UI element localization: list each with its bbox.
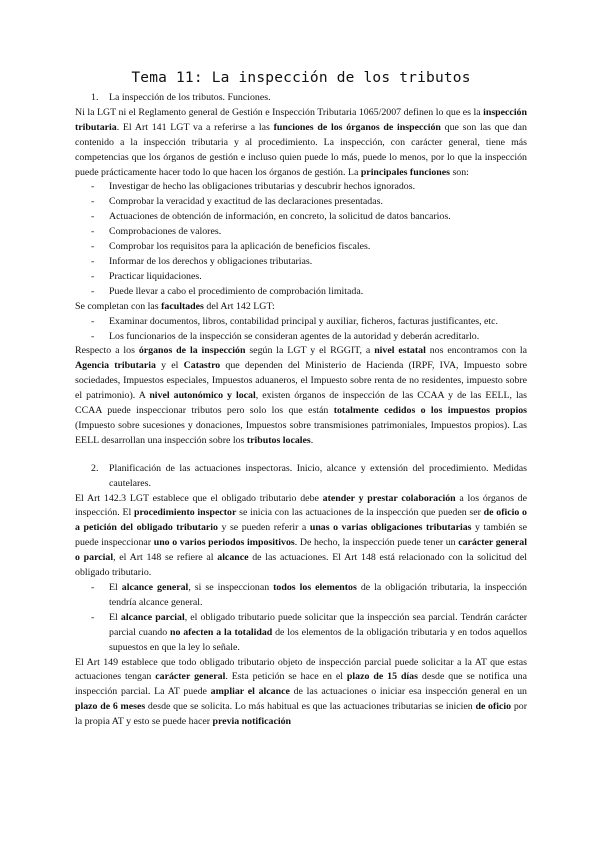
list-item-text: Comprobar los requisitos para la aplicación de beneficios fiscales. <box>109 241 371 253</box>
paragraph: Ni la LGT ni el Reglamento general de Gestión e Inspección Tributaria 1065/2007 definen lo que es la inspección tributaria. El Art 141 LGT va a referirse a las funciones de los órganos de inspección que son las que dan contenido a la inspección tributaria y al procedimiento. La inspección, con carácter general, tiene más competencias que los órganos de gestión e incluso quien puede lo más, puede lo menos, por lo que la inspección puede prácticamente hacer todo lo que hacen los órganos de gestión. La principales funciones son: <box>75 106 527 178</box>
bullet-dash: - <box>91 226 95 238</box>
bullet-dash: - <box>91 181 95 193</box>
list-item <box>75 255 527 270</box>
list-item <box>75 240 527 255</box>
list-item <box>75 270 527 285</box>
list-item-text: Puede llevar a cabo el procedimiento de comprobación limitada. <box>109 285 364 297</box>
bullet-dash: - <box>91 211 95 223</box>
list-item <box>75 330 527 345</box>
list-item <box>75 285 527 300</box>
section-title: Planificación de las actuaciones inspectoras. Inicio, alcance y extensión del procedimiento. Medidas cautelares. <box>109 462 527 489</box>
paragraph: Se completan con las facultades del Art 142 LGT: <box>75 300 275 312</box>
list-item-text: Informar de los derechos y obligaciones tributarias. <box>109 255 313 267</box>
section-1-heading <box>75 91 527 106</box>
bullet-dash: - <box>91 270 95 282</box>
bullet-dash: - <box>91 255 95 267</box>
list-item-text: El alcance general, si se inspeccionan todos los elementos de la obligación tributaria, la inspección tendría alcance general. <box>109 582 527 608</box>
list-item <box>75 225 527 240</box>
document-body <box>75 91 527 730</box>
section-2-heading <box>75 462 527 492</box>
faculties-list <box>75 315 527 345</box>
list-item-text: Actuaciones de obtención de información, en concreto, la solicitud de datos bancarios. <box>109 211 451 223</box>
paragraph: El Art 149 establece que todo obligado tributario objeto de inspección parcial puede solicitar a la AT que estas actuaciones tengan carácter general. Esta petición se hace en el plazo de 15 días desde que se notifica una inspección parcial. La AT puede ampliar el alcance de las actuaciones o iniciar esa inspección general en un plazo de 6 meses desde que se solicita. Lo más habitual es que las actuaciones tributarias se inicien de oficio por la propia AT y esto se puede hacer previa notificación <box>75 656 528 728</box>
document-page <box>75 70 527 730</box>
list-item-text: Comprobaciones de valores. <box>109 226 222 238</box>
bullet-dash: - <box>91 330 95 342</box>
bullet-dash: - <box>91 241 95 253</box>
page-title: Tema 11: La inspección de los tributos <box>131 70 471 86</box>
list-item <box>75 195 527 210</box>
section-number: 2. <box>91 462 99 474</box>
list-item-text: Practicar liquidaciones. <box>109 270 202 282</box>
paragraph: El Art 142.3 LGT establece que el obligado tributario debe atender y prestar colaboración a los órganos de inspección. El procedimiento inspector se inicia con las actuaciones de la inspección que pueden ser de oficio o a petición del obligado tributario y se pueden referir a unas o varias obligaciones tributarias y también se puede inspeccionar uno o varios periodos impositivos. De hecho, la inspección puede tener un carácter general o parcial, el Art 148 se refiere al alcance de las actuaciones. El Art 148 está relacionado con la solicitud del obligado tributario. <box>75 492 528 579</box>
section-title: La inspección de los tributos. Funciones. <box>109 92 271 103</box>
paragraph: Respecto a los órganos de la inspección según la LGT y el RGGIT, a nivel estatal nos encontramos con la Agencia tributaria y el Catastro que dependen del Ministerio de Hacienda (IRPF, IVA, Impuesto sobre sociedades, Impuestos especiales, Impuestos aduaneros, el Impuesto sobre renta de no residentes, impuesto sobre el patrimonio). A nivel autonómico y local, existen órganos de inspección de las CCAA y de las EELL, las CCAA puede inspeccionar tributos pero solo los que están totalmente cedidos o los impuestos propios (Impuesto sobre sucesiones y donaciones, Impuestos sobre transmisiones patrimoniales, Impuestos propios). Las EELL desarrollan una inspección sobre los tributos locales. <box>75 345 528 446</box>
list-item <box>75 210 527 225</box>
list-item-text: Comprobar la veracidad y exactitud de las declaraciones presentadas. <box>109 196 383 208</box>
bullet-dash: - <box>91 196 95 208</box>
bullet-dash: - <box>91 582 95 593</box>
list-item <box>75 180 527 195</box>
list-item <box>75 611 527 656</box>
list-item-text: Examinar documentos, libros, contabilidad principal y auxiliar, ficheros, facturas justificantes, etc. <box>109 315 498 327</box>
list-item <box>75 315 527 330</box>
list-item-text: Investigar de hecho las obligaciones tributarias y descubrir hechos ignorados. <box>109 181 416 193</box>
spacer <box>75 449 527 462</box>
bullet-dash: - <box>91 285 95 297</box>
bullet-dash: - <box>91 315 95 327</box>
list-item-text: El alcance parcial, el obligado tributario puede solicitar que la inspección sea parcial. Tendrán carácter parcial cuando no afecten a la totalidad de los elementos de la obligación tributaria y en todos aquellos supuestos en que la ley lo señale. <box>109 611 528 653</box>
scope-list <box>75 581 527 656</box>
section-number: 1. <box>91 92 99 103</box>
bullet-dash: - <box>91 611 95 623</box>
functions-list <box>75 180 527 299</box>
list-item <box>75 581 527 611</box>
list-item-text: Los funcionarios de la inspección se consideran agentes de la autoridad y deberán acreditarlo. <box>109 330 480 342</box>
